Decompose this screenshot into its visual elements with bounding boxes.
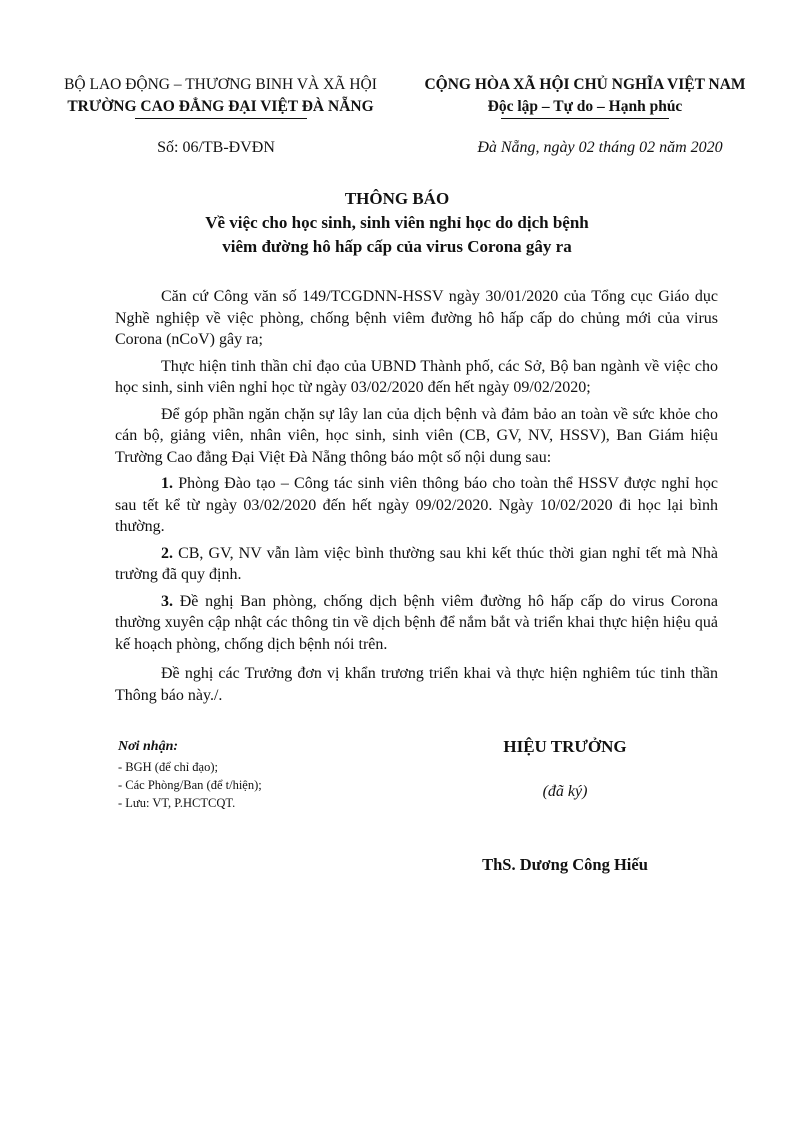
item-1-text: Phòng Đào tạo – Công tác sinh viên thông báo cho toàn thể HSSV được nghỉ học sau tết kể từ ngày 03/02/2020 đến hết ngày 09/02/2020. Ngày 10/02/2020 đi học lại bình thường. xyxy=(115,475,718,535)
item-3-number: 3. xyxy=(161,592,173,610)
document-title xyxy=(0,187,794,259)
signer-role: HIỆU TRƯỞNG xyxy=(503,737,627,756)
signer-name: ThS. Dương Công Hiếu xyxy=(482,855,648,874)
title-main: THÔNG BÁO xyxy=(344,189,450,208)
item-1-number: 1. xyxy=(161,475,173,492)
country-name: CỘNG HÒA XÃ HỘI CHỦ NGHĨA VIỆT NAM xyxy=(424,76,746,93)
item-1 xyxy=(115,473,718,538)
school-name: TRƯỜNG CAO ĐẲNG ĐẠI VIỆT ĐÀ NẴNG xyxy=(67,98,374,115)
item-2-number: 2. xyxy=(161,544,173,562)
title-line-2: viêm đường hô hấp cấp của virus Corona gây ra xyxy=(222,237,572,256)
document-number: Số: 06/TB-ĐVĐN xyxy=(157,139,275,156)
motto-underline xyxy=(501,118,669,119)
issuer-header xyxy=(48,74,393,119)
recipients-label: Nơi nhận: xyxy=(118,739,179,754)
paragraph-purpose: Để góp phần ngăn chặn sự lây lan của dịch bệnh và đảm bảo an toàn về sức khỏe cho cán bộ, giảng viên, nhân viên, học sinh, sinh viên (CB, GV, NV, HSSV), Ban Giám hiệu Trường Cao đẳng Đại Việt Đà Nẵng thông báo một số nội dung sau: xyxy=(115,405,718,466)
recipient-item: - Lưu: VT, P.HCTCQT. xyxy=(118,796,236,810)
recipients-block xyxy=(118,738,378,812)
item-3-text: Đề nghị Ban phòng, chống dịch bệnh viêm đường hô hấp cấp do virus Corona thường xuyên cập nhật các thông tin về dịch bệnh để nắm bắt và triển khai thực hiện hiệu quả kế hoạch phòng, chống dịch bệnh nói trên. xyxy=(115,592,718,653)
recipient-item: - BGH (để chỉ đạo); xyxy=(118,760,218,774)
national-header xyxy=(410,74,760,119)
national-motto: Độc lập – Tự do – Hạnh phúc xyxy=(487,98,683,115)
paragraph-closing: Đề nghị các Trưởng đơn vị khẩn trương triển khai và thực hiện nghiêm túc tinh thần Thông báo này./. xyxy=(115,665,718,704)
ministry-name: BỘ LAO ĐỘNG – THƯƠNG BINH VÀ XÃ HỘI xyxy=(64,76,377,93)
paragraph-legal-basis: Căn cứ Công văn số 149/TCGDNN-HSSV ngày 30/01/2020 của Tổng cục Giáo dục Nghề nghiệp về việc phòng, chống bệnh viêm đường hô hấp cấp do chủng mới của virus Corona (nCoV) gây ra; xyxy=(115,288,718,348)
paragraph-directive: Thực hiện tinh thần chỉ đạo của UBND Thành phố, các Sở, Bộ ban ngành về việc cho học sinh, sinh viên nghỉ học từ ngày 03/02/2020 đến hết ngày 09/02/2020; xyxy=(115,357,718,396)
document-date: Đà Nẵng, ngày 02 tháng 02 năm 2020 xyxy=(477,139,723,156)
item-2 xyxy=(115,543,718,586)
item-3 xyxy=(115,591,718,656)
signature-block xyxy=(440,737,690,875)
document-body xyxy=(115,286,718,711)
title-line-1: Về việc cho học sinh, sinh viên nghỉ học do dịch bệnh xyxy=(205,213,589,232)
signed-note: (đã ký) xyxy=(542,783,588,800)
recipient-item: - Các Phòng/Ban (để t/hiện); xyxy=(118,778,262,792)
item-2-text: CB, GV, NV vẫn làm việc bình thường sau khi kết thúc thời gian nghỉ tết mà Nhà trường đã quy định. xyxy=(115,544,718,583)
school-underline xyxy=(135,118,307,119)
